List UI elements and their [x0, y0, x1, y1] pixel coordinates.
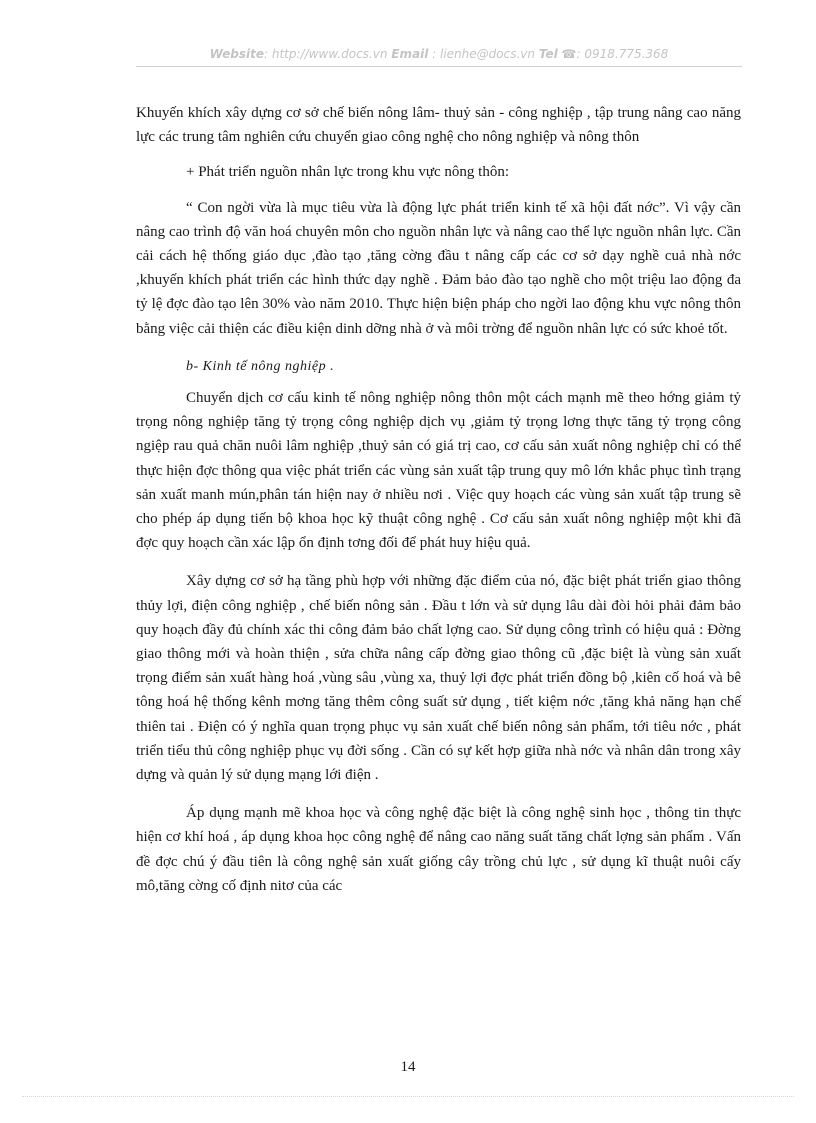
paragraph-6: Áp dụng mạnh mẽ khoa học và công nghệ đặc biệt là công nghệ sinh học , thông tin thực hiện cơ khí hoá , áp dụng khoa học công nghệ để nâng cao năng suất tăng chất lợng sản phẩm . Vấn đề đợc chú ý đầu tiên là công nghệ sản xuất giống cây trồng chủ lực , sử dụng kĩ thuật nuôi cấy mô,tăng cờng cố định nitơ của các [136, 805, 741, 894]
footer-divider [22, 1096, 794, 1097]
paragraph-5: Xây dựng cơ sở hạ tầng phù hợp với những đặc điểm của nó, đặc biệt phát triển giao thông thủy lợi, điện công nghiệp , chế biến nông sản . Đầu t lớn và sử dụng lâu dài đòi hỏi phải đảm bảo quy hoạch đầy đủ chính xác thi công đảm bảo chất lợng cao. Sử dụng công trình có hiệu quả : Đờng giao thông mới và hoàn thiện , sửa chữa nâng cấp đờng giao thông cũ ,đặc biệt là vùng sản xuất trọng điểm sản xuất hàng hoá ,vùng sâu ,vùng xa, thuỷ lợi đợc phát triển đồng bộ ,kiên cố hoá và bê tông hoá hệ thống kênh mơng tăng thêm công suất sử dụng , tiết kiệm nớc ,tăng khả năng hạn chế thiên tai . Điện có ý nghĩa quan trọng phục vụ sản xuất chế biến nông sản phẩm, tới tiêu nớc , phát triển tiểu thủ công nghiệp phục vụ đời sống . Cần có sự kết hợp giữa nhà nớc và nhân dân trong xây dựng và quản lý sử dụng mạng lới điện . [136, 573, 741, 784]
tel-label: Tel [538, 47, 558, 61]
section-heading-b: b- Kinh tế nông nghiệp . [186, 358, 335, 374]
email-value: : lienhe@docs.vn [432, 47, 535, 61]
tel-value: : 0918.775.368 [576, 47, 669, 61]
website-label: Website [209, 47, 264, 61]
email-label: Email [391, 47, 429, 61]
paragraph-2: + Phát triển nguồn nhân lực trong khu vực nông thôn: [186, 164, 510, 181]
phone-icon: ☎ [561, 47, 577, 61]
website-value: : http://www.docs.vn [264, 47, 388, 61]
page-header [136, 47, 742, 61]
page-number: 14 [400, 1059, 416, 1075]
paragraph-4: Chuyển dịch cơ cấu kinh tế nông nghiệp nông thôn một cách mạnh mẽ theo hớng giảm tỷ trọng nông nghiệp tăng tỷ trọng công nghiệp dịch vụ ,giảm tỷ trọng lơng thực tăng tỷ trọng công ngiệp rau quả chăn nuôi lâm nghiệp ,thuỷ sản có giá trị cao, cơ cấu sản xuất nông nghiệp chỉ có thể thực hiện đợc thông qua việc phát triển các vùng sản xuất tập trung quy mô lớn khắc phục tình trạng sản xuất manh mún,phân tán hiện nay ở nhiều nơi . Việc quy hoạch các vùng sản xuất tập trung sẽ cho phép áp dụng tiến bộ khoa học kỹ thuật công nghệ . Cơ cấu sản xuất nông nghiệp một khi đã đợc quy hoạch cần xác lập ổn định tơng đối để phát huy hiệu quả. [136, 390, 741, 552]
document-body [136, 101, 741, 898]
paragraph-3: “ Con ngời vừa là mục tiêu vừa là động lực phát triển kinh tế xã hội đất nớc”. Vì vậy cần nâng cao trình độ văn hoá chuyên môn cho nguồn nhân lực và nâng cao thể lực nguồn nhân lực. Cần cải cách hệ thống giáo dục ,đào tạo ,tăng cờng đầu t nâng cấp các cơ sở dạy nghề cuả nhà nớc ,khuyến khích phát triển các hình thức dạy nghề . Đảm bảo đào tạo nghề cho một triệu lao động đa tỷ lệ đợc đào tạo lên 30% vào năm 2010. Thực hiện biện pháp cho ngời lao động khu vực nông thôn bằng việc cải thiện các điều kiện dinh dỡng nhà ở và môi trờng để nguồn nhân lực có sức khoẻ tốt. [136, 199, 741, 337]
header-divider [136, 66, 742, 67]
paragraph-1: Khuyến khích xây dựng cơ sở chế biến nông lâm- thuỷ sản - công nghiệp , tập trung nâng cao năng lực các trung tâm nghiên cứu chuyển giao công nghệ cho nông nghiệp và nông thôn [136, 105, 741, 146]
